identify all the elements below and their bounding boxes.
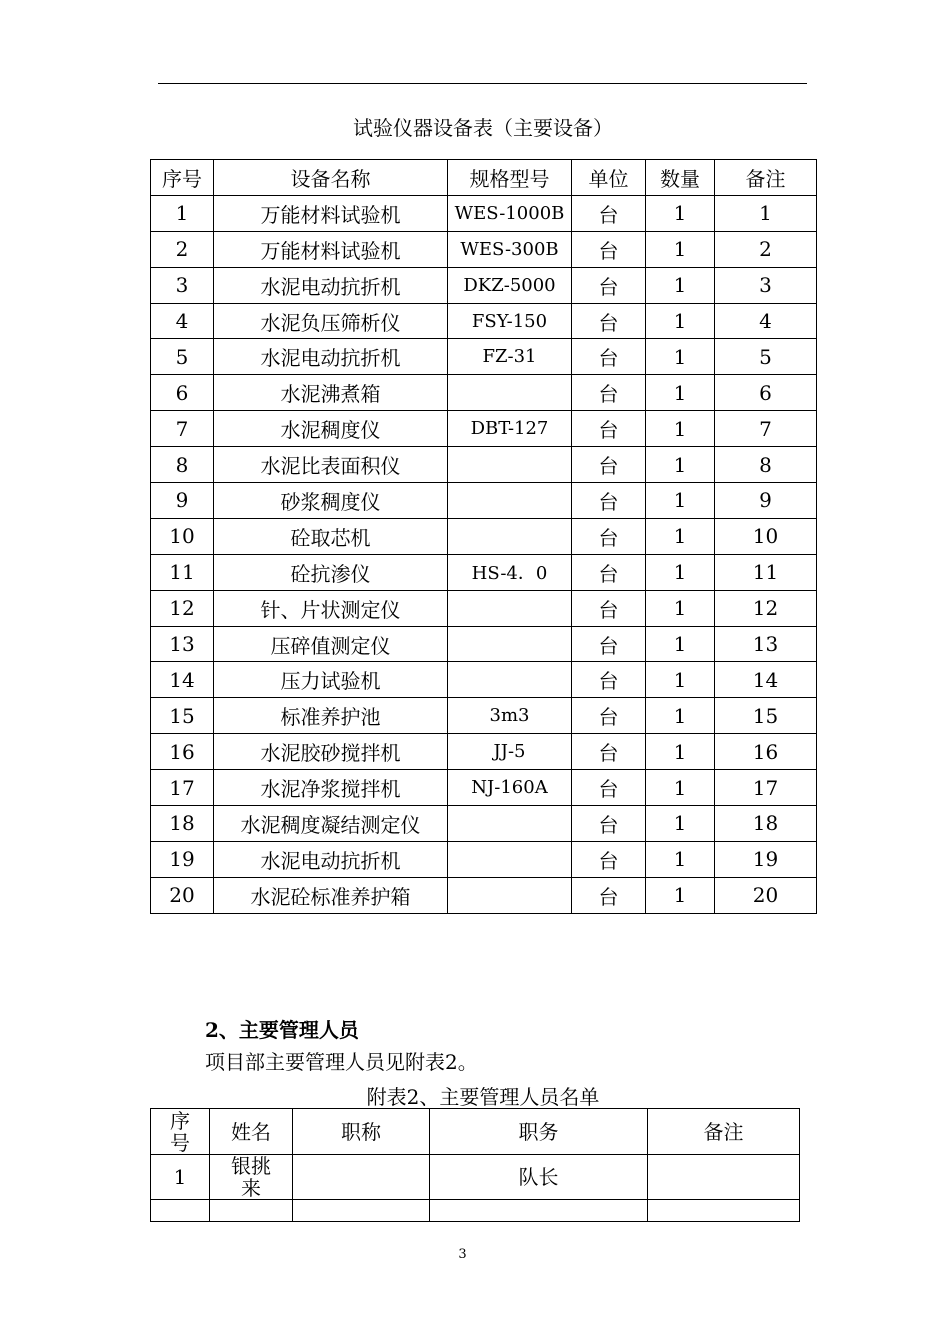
cell-unit: 台 [572, 554, 646, 590]
cell-unit: 台 [572, 877, 646, 913]
equipment-table-title: 试验仪器设备表（主要设备） [353, 116, 613, 140]
cell-index: 5 [151, 339, 214, 375]
header-rule [158, 83, 807, 84]
cell-device-name: 水泥电动抗折机 [214, 841, 448, 877]
staff-cell-position [430, 1200, 648, 1222]
cell-device-name: 针、片状测定仪 [214, 590, 448, 626]
cell-unit: 台 [572, 375, 646, 411]
cell-quantity: 1 [646, 339, 715, 375]
cell-model [448, 662, 572, 698]
cell-index: 12 [151, 590, 214, 626]
cell-index: 3 [151, 267, 214, 303]
cell-remarks: 16 [715, 734, 817, 770]
cell-remarks: 11 [715, 554, 817, 590]
cell-unit: 台 [572, 195, 646, 231]
cell-model [448, 375, 572, 411]
cell-quantity: 1 [646, 375, 715, 411]
cell-quantity: 1 [646, 483, 715, 519]
staff-table-body [151, 1155, 800, 1222]
cell-index: 16 [151, 734, 214, 770]
cell-index: 8 [151, 447, 214, 483]
staff-cell-remarks [648, 1155, 800, 1200]
cell-model [448, 590, 572, 626]
table-row [151, 626, 817, 662]
cell-quantity: 1 [646, 518, 715, 554]
cell-index: 19 [151, 841, 214, 877]
staff-cell-index [151, 1200, 210, 1222]
cell-device-name: 水泥稠度仪 [214, 411, 448, 447]
cell-index: 10 [151, 518, 214, 554]
table-row [151, 303, 817, 339]
cell-unit: 台 [572, 483, 646, 519]
cell-index: 13 [151, 626, 214, 662]
cell-quantity: 1 [646, 411, 715, 447]
cell-remarks: 19 [715, 841, 817, 877]
cell-remarks: 10 [715, 518, 817, 554]
cell-quantity: 1 [646, 734, 715, 770]
cell-model: FZ-31 [448, 339, 572, 375]
section-heading: 2、主要管理人员 [205, 1018, 359, 1042]
cell-quantity: 1 [646, 447, 715, 483]
staff-header-index [151, 1109, 210, 1155]
header-device-name: 设备名称 [214, 160, 448, 196]
cell-index: 2 [151, 231, 214, 267]
table-row [151, 554, 817, 590]
cell-remarks: 7 [715, 411, 817, 447]
cell-quantity: 1 [646, 841, 715, 877]
cell-quantity: 1 [646, 662, 715, 698]
cell-device-name: 水泥负压筛析仪 [214, 303, 448, 339]
header-unit: 单位 [572, 160, 646, 196]
cell-device-name: 水泥沸煮箱 [214, 375, 448, 411]
cell-device-name: 水泥电动抗折机 [214, 267, 448, 303]
cell-index: 9 [151, 483, 214, 519]
cell-model: WES-300B [448, 231, 572, 267]
cell-unit: 台 [572, 231, 646, 267]
table-row [151, 806, 817, 842]
cell-quantity: 1 [646, 303, 715, 339]
table-row [151, 231, 817, 267]
cell-model [448, 626, 572, 662]
cell-model [448, 806, 572, 842]
cell-unit: 台 [572, 411, 646, 447]
cell-device-name: 万能材料试验机 [214, 231, 448, 267]
cell-device-name: 标准养护池 [214, 698, 448, 734]
table-row [151, 770, 817, 806]
cell-model: 3m3 [448, 698, 572, 734]
cell-unit: 台 [572, 806, 646, 842]
cell-model: HS-4．0 [448, 554, 572, 590]
cell-remarks: 12 [715, 590, 817, 626]
cell-index: 17 [151, 770, 214, 806]
table-row [151, 698, 817, 734]
cell-model [448, 483, 572, 519]
staff-header-title: 职称 [293, 1109, 430, 1155]
cell-model: DKZ-5000 [448, 267, 572, 303]
table-row [151, 1155, 800, 1200]
cell-device-name: 压碎值测定仪 [214, 626, 448, 662]
cell-device-name: 压力试验机 [214, 662, 448, 698]
table-row [151, 877, 817, 913]
staff-table-caption: 附表2、主要管理人员名单 [366, 1085, 600, 1109]
cell-model: JJ-5 [448, 734, 572, 770]
staff-cell-name [210, 1200, 293, 1222]
staff-header-row [151, 1109, 800, 1155]
cell-device-name: 水泥净浆搅拌机 [214, 770, 448, 806]
cell-model: DBT-127 [448, 411, 572, 447]
cell-unit: 台 [572, 267, 646, 303]
cell-remarks: 13 [715, 626, 817, 662]
staff-cell-name [210, 1155, 293, 1200]
cell-unit: 台 [572, 339, 646, 375]
cell-remarks: 5 [715, 339, 817, 375]
cell-device-name: 水泥电动抗折机 [214, 339, 448, 375]
cell-index: 1 [151, 195, 214, 231]
cell-model [448, 447, 572, 483]
table-row [151, 267, 817, 303]
table-row [151, 662, 817, 698]
staff-cell-remarks [648, 1200, 800, 1222]
cell-unit: 台 [572, 626, 646, 662]
cell-unit: 台 [572, 303, 646, 339]
cell-quantity: 1 [646, 698, 715, 734]
cell-model [448, 877, 572, 913]
equipment-table-body [151, 195, 817, 913]
table-row [151, 734, 817, 770]
cell-index: 18 [151, 806, 214, 842]
staff-header-name: 姓名 [210, 1109, 293, 1155]
cell-device-name: 砼取芯机 [214, 518, 448, 554]
cell-quantity: 1 [646, 770, 715, 806]
cell-remarks: 8 [715, 447, 817, 483]
staff-header-position: 职务 [430, 1109, 648, 1155]
table-row [151, 1200, 800, 1222]
table-row [151, 518, 817, 554]
cell-unit: 台 [572, 447, 646, 483]
cell-device-name: 砼抗渗仪 [214, 554, 448, 590]
cell-quantity: 1 [646, 626, 715, 662]
cell-remarks: 3 [715, 267, 817, 303]
cell-remarks: 2 [715, 231, 817, 267]
cell-unit: 台 [572, 734, 646, 770]
cell-device-name: 砂浆稠度仪 [214, 483, 448, 519]
cell-remarks: 4 [715, 303, 817, 339]
cell-model [448, 841, 572, 877]
header-model: 规格型号 [448, 160, 572, 196]
staff-cell-title [293, 1155, 430, 1200]
header-index: 序号 [151, 160, 214, 196]
page-number: 3 [458, 1247, 467, 1262]
section-text: 项目部主要管理人员见附表2。 [205, 1050, 478, 1074]
staff-cell-title [293, 1200, 430, 1222]
table-row [151, 483, 817, 519]
cell-index: 14 [151, 662, 214, 698]
cell-index: 11 [151, 554, 214, 590]
cell-device-name: 水泥胶砂搅拌机 [214, 734, 448, 770]
cell-index: 15 [151, 698, 214, 734]
cell-unit: 台 [572, 662, 646, 698]
table-row [151, 411, 817, 447]
cell-unit: 台 [572, 770, 646, 806]
equipment-table [150, 159, 817, 914]
cell-index: 4 [151, 303, 214, 339]
cell-quantity: 1 [646, 590, 715, 626]
cell-quantity: 1 [646, 267, 715, 303]
cell-index: 20 [151, 877, 214, 913]
cell-quantity: 1 [646, 806, 715, 842]
table-row [151, 375, 817, 411]
cell-remarks: 18 [715, 806, 817, 842]
cell-model: WES-1000B [448, 195, 572, 231]
table-row [151, 590, 817, 626]
cell-device-name: 水泥砼标准养护箱 [214, 877, 448, 913]
header-quantity: 数量 [646, 160, 715, 196]
table-row [151, 841, 817, 877]
cell-quantity: 1 [646, 877, 715, 913]
staff-cell-position: 队长 [430, 1155, 648, 1200]
cell-index: 7 [151, 411, 214, 447]
staff-header-index-label: 序号 [170, 1108, 190, 1155]
cell-remarks: 9 [715, 483, 817, 519]
cell-quantity: 1 [646, 195, 715, 231]
cell-model: NJ-160A [448, 770, 572, 806]
cell-remarks: 17 [715, 770, 817, 806]
cell-device-name: 水泥稠度凝结测定仪 [214, 806, 448, 842]
cell-remarks: 20 [715, 877, 817, 913]
cell-quantity: 1 [646, 554, 715, 590]
cell-remarks: 15 [715, 698, 817, 734]
cell-remarks: 14 [715, 662, 817, 698]
staff-name-text: 银挑来 [231, 1154, 271, 1200]
table-row [151, 447, 817, 483]
cell-remarks: 1 [715, 195, 817, 231]
equipment-header-row [151, 160, 817, 196]
cell-unit: 台 [572, 590, 646, 626]
header-remarks: 备注 [715, 160, 817, 196]
staff-table [150, 1108, 800, 1222]
cell-index: 6 [151, 375, 214, 411]
staff-header-remarks: 备注 [648, 1109, 800, 1155]
cell-model: FSY-150 [448, 303, 572, 339]
cell-quantity: 1 [646, 231, 715, 267]
cell-device-name: 水泥比表面积仪 [214, 447, 448, 483]
cell-device-name: 万能材料试验机 [214, 195, 448, 231]
cell-unit: 台 [572, 698, 646, 734]
table-row [151, 339, 817, 375]
cell-remarks: 6 [715, 375, 817, 411]
cell-unit: 台 [572, 518, 646, 554]
staff-cell-index: 1 [151, 1155, 210, 1200]
table-row [151, 195, 817, 231]
cell-unit: 台 [572, 841, 646, 877]
cell-model [448, 518, 572, 554]
